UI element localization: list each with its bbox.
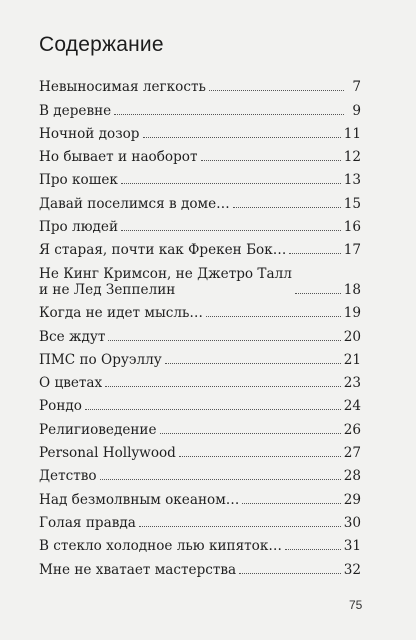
dot-leader xyxy=(114,114,344,115)
toc-entry-page: 31 xyxy=(343,538,361,555)
toc-entry-title: В деревне xyxy=(39,102,112,119)
toc-entry-page: 16 xyxy=(343,219,361,236)
toc-entry-title: Когда не идет мысль… xyxy=(39,305,204,322)
dot-leader xyxy=(100,479,341,480)
toc-entry xyxy=(39,508,361,531)
toc-entry xyxy=(39,554,361,577)
toc-entry-title: и не Лед Зеппелин xyxy=(39,281,176,298)
toc-entry xyxy=(39,461,361,484)
toc-entry-title: Рондо xyxy=(39,398,82,415)
toc-entry-title-line1: Не Кинг Кримсон, не Джетро Талл xyxy=(39,265,292,282)
toc-entry xyxy=(39,72,361,95)
toc-entry-title: Но бывает и наоборот xyxy=(39,149,198,166)
toc-entry-page: 18 xyxy=(343,281,361,298)
toc-entry xyxy=(39,484,361,507)
toc-entry-page: 9 xyxy=(352,102,361,119)
dot-leader xyxy=(143,137,341,138)
toc-entry-page: 29 xyxy=(343,491,361,508)
toc-entry-page: 15 xyxy=(343,195,361,212)
toc-entry-page: 27 xyxy=(343,445,361,462)
toc-entry-title: Детство xyxy=(39,468,97,485)
toc-entry-page: 21 xyxy=(343,351,361,368)
toc-entry xyxy=(39,321,361,344)
toc-list xyxy=(39,72,361,578)
toc-entry xyxy=(39,212,361,235)
toc-entry-page: 32 xyxy=(343,561,361,578)
toc-entry-title: О цветах xyxy=(39,375,103,392)
toc-entry-title: Про людей xyxy=(39,219,119,236)
dot-leader xyxy=(285,549,341,550)
dot-leader xyxy=(289,253,340,254)
toc-entry-title: Все ждут xyxy=(39,328,106,345)
toc-entry-title: Ночной дозор xyxy=(39,125,140,142)
dot-leader xyxy=(121,230,341,231)
toc-entry-title: В стекло холодное лью кипяток… xyxy=(39,538,282,555)
toc-entry xyxy=(39,119,361,142)
dot-leader xyxy=(179,456,341,457)
dot-leader xyxy=(206,316,341,317)
toc-entry-page: 24 xyxy=(343,398,361,415)
toc-entry-title: Про кошек xyxy=(39,172,118,189)
toc-entry-page: 13 xyxy=(343,172,361,189)
dot-leader xyxy=(121,183,341,184)
dot-leader xyxy=(85,409,341,410)
toc-entry-page: 19 xyxy=(343,305,361,322)
toc-entry-page: 30 xyxy=(343,514,361,531)
toc-entry xyxy=(39,95,361,118)
toc-entry-page: 28 xyxy=(343,468,361,485)
toc-entry xyxy=(39,438,361,461)
toc-entry-page: 11 xyxy=(343,125,361,142)
toc-entry xyxy=(39,258,361,298)
toc-entry-page: 20 xyxy=(343,328,361,345)
dot-leader xyxy=(209,90,344,91)
dot-leader xyxy=(242,503,340,504)
toc-entry-title: Мне не хватает мастерства xyxy=(39,561,237,578)
dot-leader xyxy=(139,526,341,527)
toc-entry xyxy=(39,414,361,437)
toc-entry-title: Personal Hollywood xyxy=(39,445,176,462)
toc-entry-title: Над безмолвным океаном… xyxy=(39,491,240,508)
dot-leader xyxy=(233,207,341,208)
toc-entry-title: Религиоведение xyxy=(39,421,157,438)
toc-entry-page: 26 xyxy=(343,421,361,438)
dot-leader xyxy=(201,160,341,161)
toc-entry-title: Невыносимая легкость xyxy=(39,79,206,96)
toc-entry-page: 23 xyxy=(343,375,361,392)
dot-leader xyxy=(165,363,341,364)
toc-entry xyxy=(39,368,361,391)
toc-entry-page: 12 xyxy=(343,149,361,166)
toc-entry xyxy=(39,165,361,188)
dot-leader xyxy=(295,293,341,294)
page-number: 75 xyxy=(349,598,363,612)
toc-entry xyxy=(39,142,361,165)
dot-leader xyxy=(105,386,340,387)
toc-entry-title: ПМС по Оруэллу xyxy=(39,351,162,368)
toc-entry xyxy=(39,188,361,211)
dot-leader xyxy=(239,573,341,574)
toc-entry xyxy=(39,531,361,554)
toc-entry-title: Давай поселимся в доме… xyxy=(39,195,230,212)
dot-leader xyxy=(160,433,341,434)
toc-entry-title: Голая правда xyxy=(39,514,136,531)
toc-entry xyxy=(39,298,361,321)
toc-heading: Содержание xyxy=(39,33,164,56)
toc-entry xyxy=(39,235,361,258)
toc-entry-title: Я старая, почти как Фрекен Бок… xyxy=(39,242,287,259)
dot-leader xyxy=(108,340,340,341)
toc-entry-page: 7 xyxy=(352,79,361,96)
toc-entry-page: 17 xyxy=(343,242,361,259)
toc-entry xyxy=(39,391,361,414)
toc-entry xyxy=(39,345,361,368)
